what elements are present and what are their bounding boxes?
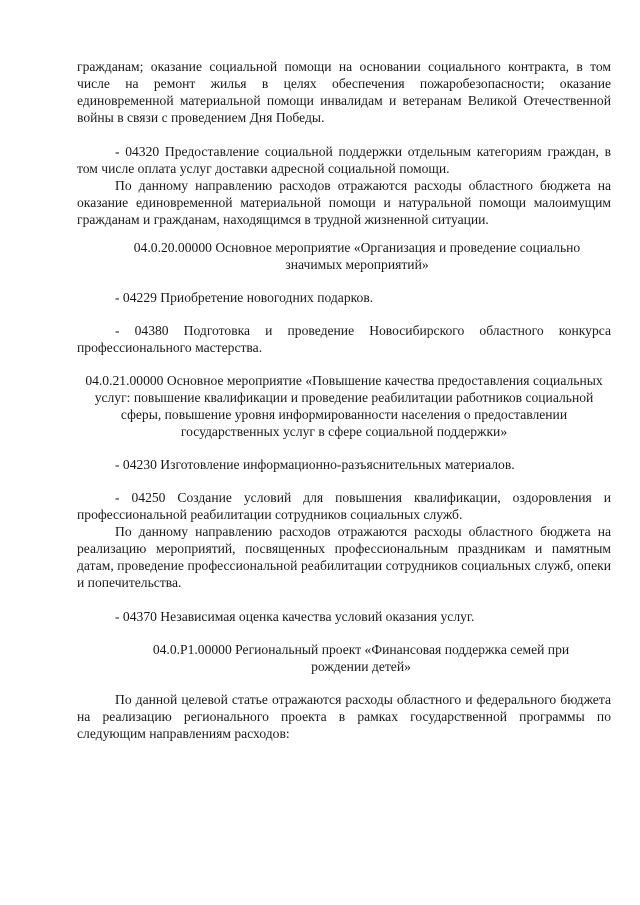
paragraph-04250: - 04250 Создание условий для повышения квалификации, оздоровления и профессиональной реабилитации сотрудников социальных служб. <box>77 490 611 522</box>
spacer <box>77 273 611 289</box>
spacer <box>77 306 611 322</box>
spacer <box>77 473 611 489</box>
spacer <box>77 625 611 641</box>
spacer <box>77 591 611 608</box>
paragraph-04250-description: По данному направлению расходов отражаются расходы областного бюджета на реализацию мероприятий, посвященных профессиональным праздникам и памятным датам, проведение профессиональной реабилитации сотрудников социальных служб, опеки и попечительства. <box>77 524 611 590</box>
paragraph-04370: - 04370 Независимая оценка качества условий оказания услуг. <box>115 609 475 624</box>
spacer <box>77 126 611 143</box>
paragraph-regional-project: По данной целевой статье отражаются расходы областного и федерального бюджета на реализацию регионального проекта в рамках государственной программы по следующим направлениям расходов: <box>77 692 611 741</box>
document-page <box>77 58 611 742</box>
heading-04-0-21: 04.0.21.00000 Основное мероприятие «Повышение качества предоставления социальных услуг: повышение квалификации и проведение реабилитации работников социальной сферы, повышение уровня информированности населения о предоставлении государственных услуг в сфере социальной поддержки» <box>85 373 603 439</box>
spacer <box>77 228 611 239</box>
paragraph-04229: - 04229 Приобретение новогодних подарков. <box>115 290 374 305</box>
spacer <box>77 356 611 372</box>
heading-04-0-p1: 04.0.P1.00000 Региональный проект «Финансовая поддержка семей при рождении детей» <box>152 642 570 674</box>
heading-04-0-20: 04.0.20.00000 Основное мероприятие «Организация и проведение социально значимых мероприятий» <box>133 240 581 272</box>
spacer <box>77 675 611 691</box>
paragraph-social-assistance: гражданам; оказание социальной помощи на основании социального контракта, в том числе на ремонт жилья в целях обеспечения пожаробезопасности; оказание единовременной материальной помощи инвалидам и ветеранам Великой Отечественной войны в связи с проведением Дня Победы. <box>77 59 611 125</box>
paragraph-04230: - 04230 Изготовление информационно-разъяснительных материалов. <box>115 457 515 472</box>
paragraph-04320: - 04320 Предоставление социальной поддержки отдельным категориям граждан, в том числе оплата услуг доставки адресной социальной помощи. <box>77 144 611 176</box>
spacer <box>77 440 611 456</box>
paragraph-04380: - 04380 Подготовка и проведение Новосибирского областного конкурса профессионального мастерства. <box>77 323 611 355</box>
paragraph-04320-description: По данному направлению расходов отражаются расходы областного бюджета на оказание единовременной материальной помощи и натуральной помощи малоимущим гражданам и гражданам, находящимся в трудной жизненной ситуации. <box>77 178 611 227</box>
